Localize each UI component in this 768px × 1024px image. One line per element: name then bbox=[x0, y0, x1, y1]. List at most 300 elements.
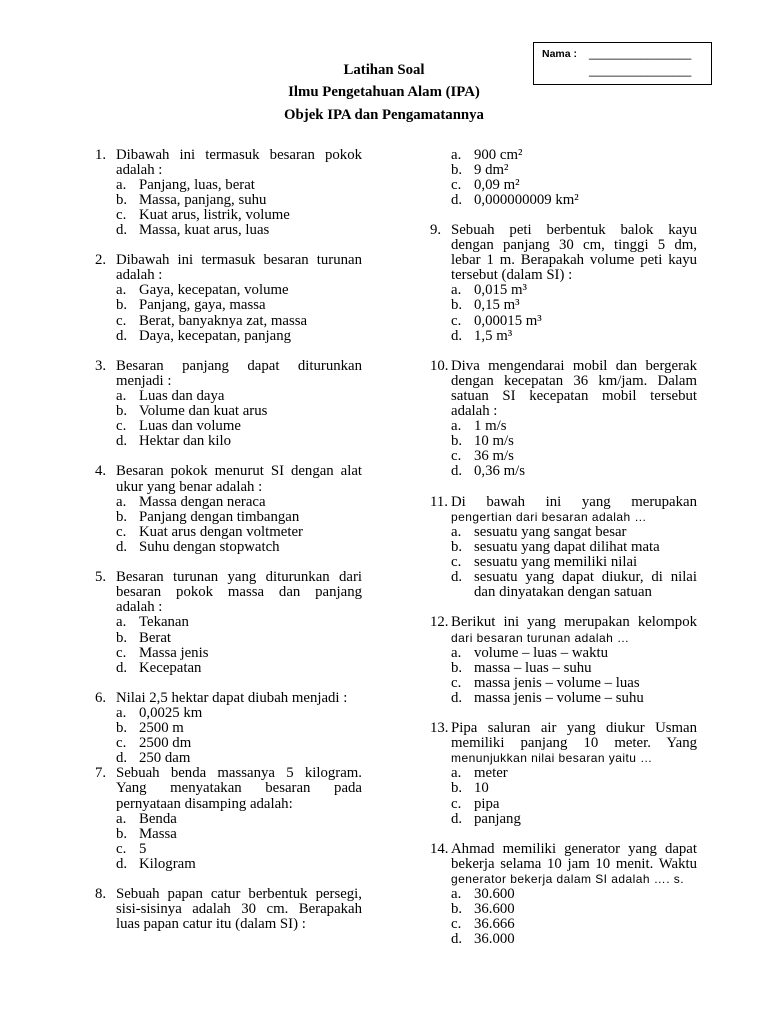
option-text-line: Tekanan bbox=[139, 614, 189, 631]
option-text-line: 0,000000009 km² bbox=[474, 191, 579, 208]
option-text-line: Kilogram bbox=[139, 855, 196, 872]
question-6 bbox=[95, 691, 362, 766]
option-text-line: sesuatu yang sangat besar bbox=[474, 523, 627, 540]
question-10 bbox=[430, 359, 697, 480]
option-text-line: 0,00015 m³ bbox=[474, 312, 542, 329]
option-letter: d. bbox=[451, 327, 463, 344]
answer-option-d bbox=[116, 434, 362, 449]
option-letter: b. bbox=[451, 901, 463, 918]
question-body bbox=[116, 359, 362, 450]
option-text bbox=[474, 887, 697, 902]
answer-option-c bbox=[451, 676, 697, 691]
answer-option-d bbox=[116, 751, 362, 766]
option-text-line: 36 m/s bbox=[474, 448, 514, 465]
question-stem-line: dari besaran turunan adalah … bbox=[451, 630, 630, 645]
question-number: 13. bbox=[430, 720, 449, 737]
option-letter: b. bbox=[451, 659, 463, 676]
option-text bbox=[474, 797, 697, 812]
option-text bbox=[139, 389, 362, 404]
option-text-line: meter bbox=[474, 765, 508, 782]
question-5 bbox=[95, 570, 362, 676]
question-stem-line: generator bekerja dalam SI adalah …. s. bbox=[451, 872, 685, 886]
option-text-line: Berat bbox=[139, 629, 172, 646]
option-text-line: Kecepatan bbox=[139, 659, 202, 676]
answer-option-a bbox=[116, 615, 362, 630]
option-text bbox=[139, 223, 362, 238]
answer-option-c bbox=[116, 646, 362, 661]
option-text-line: 900 cm² bbox=[474, 146, 523, 163]
option-text bbox=[474, 902, 697, 917]
answer-option-c bbox=[451, 797, 697, 812]
option-text-line: massa – luas – suhu bbox=[474, 659, 592, 676]
question-number: 8. bbox=[95, 886, 107, 903]
option-letter: b. bbox=[116, 508, 128, 525]
option-text bbox=[139, 842, 362, 857]
option-text bbox=[474, 766, 697, 781]
answer-option-b bbox=[116, 298, 362, 313]
option-letter: c. bbox=[116, 644, 127, 661]
option-letter: c. bbox=[451, 916, 462, 933]
question-7 bbox=[95, 766, 362, 872]
answer-option-c bbox=[451, 917, 697, 932]
option-letter: a. bbox=[451, 886, 462, 903]
option-text bbox=[139, 661, 362, 676]
answer-option-c bbox=[451, 449, 697, 464]
question-body bbox=[116, 464, 362, 555]
option-text bbox=[474, 555, 697, 570]
answer-option-b bbox=[116, 510, 362, 525]
option-text-line: Massa, kuat arus, luas bbox=[139, 221, 270, 238]
question-8 bbox=[95, 887, 362, 932]
option-letter: b. bbox=[451, 161, 463, 178]
answer-option-b bbox=[451, 902, 697, 917]
question-11 bbox=[430, 495, 697, 601]
answer-option-c bbox=[116, 842, 362, 857]
option-text bbox=[139, 208, 362, 223]
option-text-line: 250 dam bbox=[139, 750, 191, 767]
option-text bbox=[139, 827, 362, 842]
option-text-line: Benda bbox=[139, 810, 177, 827]
option-letter: b. bbox=[451, 538, 463, 555]
answer-option-b bbox=[451, 781, 697, 796]
option-text-line: 5 bbox=[139, 840, 147, 857]
answer-option-a bbox=[451, 887, 697, 902]
option-letter: c. bbox=[451, 448, 462, 465]
option-text bbox=[474, 812, 697, 827]
answer-option-a bbox=[116, 812, 362, 827]
question-1 bbox=[95, 148, 362, 239]
option-text-line: 0,015 m³ bbox=[474, 282, 527, 299]
option-text bbox=[139, 298, 362, 313]
option-text-line: 0,36 m/s bbox=[474, 463, 525, 480]
option-text bbox=[139, 540, 362, 555]
answer-option-d bbox=[116, 661, 362, 676]
answer-option-a bbox=[451, 525, 697, 540]
option-text-line: Massa, panjang, suhu bbox=[139, 191, 267, 208]
option-letter: d. bbox=[116, 750, 128, 767]
option-letter: a. bbox=[116, 614, 127, 631]
question-body bbox=[451, 721, 697, 827]
option-text bbox=[139, 706, 362, 721]
question-number: 5. bbox=[95, 569, 107, 586]
option-text-line: Gaya, kecepatan, volume bbox=[139, 282, 289, 299]
option-letter: a. bbox=[451, 523, 462, 540]
answer-option-b bbox=[116, 193, 362, 208]
option-letter: c. bbox=[451, 312, 462, 329]
option-letter: d. bbox=[451, 931, 463, 948]
answer-option-d bbox=[451, 932, 697, 947]
option-letter: b. bbox=[116, 191, 128, 208]
option-text-line: Panjang dengan timbangan bbox=[139, 508, 300, 525]
option-text bbox=[474, 691, 697, 706]
question-stem-line: sisi-sisinya adalah 30 cm. Berapakah bbox=[116, 901, 362, 918]
answer-option-a bbox=[451, 766, 697, 781]
name-blank-line: ________________ bbox=[589, 65, 692, 77]
question-number: 12. bbox=[430, 614, 449, 631]
answer-option-d bbox=[451, 329, 697, 344]
option-text bbox=[474, 932, 697, 947]
question-stem-line: satuan SI kecepatan mobil tersebut bbox=[451, 388, 697, 404]
question-stem-line: Sebuah benda massanya 5 kilogram. bbox=[116, 765, 362, 782]
answer-option-a bbox=[116, 283, 362, 298]
question-stem-line: Ahmad memiliki generator yang dapat bbox=[451, 840, 697, 857]
question-stem-line: Dibawah ini termasuk besaran turunan bbox=[116, 252, 362, 269]
option-text bbox=[139, 751, 362, 766]
option-text-line: volume – luas – waktu bbox=[474, 644, 608, 661]
question-stem-line: Diva mengendarai mobil dan bergerak bbox=[451, 357, 697, 374]
question-stem-line: besaran pokok massa dan panjang bbox=[116, 584, 362, 601]
option-text bbox=[474, 148, 697, 163]
question-stem-line: menunjukkan nilai besaran yaitu … bbox=[451, 751, 653, 766]
option-letter: d. bbox=[451, 810, 463, 827]
option-text bbox=[474, 525, 697, 540]
option-letter: a. bbox=[451, 418, 462, 435]
option-text-line: 2500 m bbox=[139, 720, 184, 737]
option-text-line: 2500 dm bbox=[139, 735, 192, 752]
answer-option-d bbox=[116, 857, 362, 872]
answer-option-d bbox=[451, 464, 697, 479]
question-body bbox=[116, 570, 362, 676]
question-stem-line: Pipa saluran air yang diukur Usman bbox=[451, 720, 697, 737]
left-question-column bbox=[95, 148, 362, 933]
answer-option-d bbox=[451, 812, 697, 827]
question-number: 11. bbox=[430, 493, 448, 510]
question-stem-line: adalah : bbox=[451, 403, 498, 420]
option-text bbox=[139, 314, 362, 329]
document-title: Latihan Soal bbox=[343, 61, 425, 78]
question-number: 9. bbox=[430, 221, 442, 238]
right-question-column bbox=[430, 148, 697, 948]
option-text bbox=[139, 283, 362, 298]
question-body bbox=[451, 615, 697, 706]
option-text-line: 0,09 m² bbox=[474, 176, 520, 193]
option-letter: d. bbox=[451, 191, 463, 208]
option-text bbox=[139, 631, 362, 646]
option-text bbox=[474, 464, 697, 479]
answer-option-c bbox=[451, 314, 697, 329]
option-text-line: 10 bbox=[474, 780, 489, 797]
answer-option-b bbox=[451, 163, 697, 178]
answer-option-c bbox=[116, 525, 362, 540]
option-letter: a. bbox=[451, 282, 462, 299]
option-text bbox=[474, 314, 697, 329]
question-stem-line: pengertian dari besaran adalah … bbox=[451, 509, 647, 524]
option-text-line: Panjang, luas, berat bbox=[139, 176, 255, 193]
answer-option-a bbox=[451, 419, 697, 434]
option-text-line: panjang bbox=[474, 810, 521, 827]
option-text-line: Massa dengan neraca bbox=[139, 493, 266, 510]
option-text bbox=[139, 329, 362, 344]
answer-option-c bbox=[451, 555, 697, 570]
question-14 bbox=[430, 842, 697, 948]
question-stem-line: adalah : bbox=[116, 267, 163, 284]
option-letter: a. bbox=[116, 176, 127, 193]
option-letter: b. bbox=[116, 825, 128, 842]
answer-option-a bbox=[116, 389, 362, 404]
answer-option-d bbox=[116, 540, 362, 555]
answer-option-a bbox=[116, 706, 362, 721]
option-letter: a. bbox=[451, 146, 462, 163]
option-text-line: Kuat arus dengan voltmeter bbox=[139, 523, 303, 540]
answer-option-c bbox=[116, 314, 362, 329]
question-body bbox=[116, 691, 362, 766]
answer-option-b bbox=[116, 631, 362, 646]
option-letter: a. bbox=[116, 282, 127, 299]
answer-option-a bbox=[451, 283, 697, 298]
option-text-line: Kuat arus, listrik, volume bbox=[139, 206, 290, 223]
answer-option-a bbox=[116, 178, 362, 193]
option-letter: d. bbox=[116, 855, 128, 872]
option-letter: c. bbox=[451, 554, 462, 571]
option-text bbox=[474, 570, 697, 600]
option-text-line: 0,15 m³ bbox=[474, 297, 520, 314]
option-letter: b. bbox=[451, 780, 463, 797]
answer-option-c bbox=[116, 736, 362, 751]
answer-option-d bbox=[451, 193, 697, 208]
option-text-line: massa jenis – volume – luas bbox=[474, 674, 640, 691]
option-text bbox=[139, 857, 362, 872]
option-text bbox=[139, 615, 362, 630]
question-stem-line: Yang menyatakan besaran pada bbox=[116, 780, 362, 797]
option-text bbox=[474, 329, 697, 344]
question-stem-line: Besaran panjang dapat diturunkan bbox=[116, 357, 362, 374]
option-text bbox=[139, 178, 362, 193]
option-letter: b. bbox=[116, 403, 128, 420]
question-9 bbox=[430, 223, 697, 344]
question-number: 7. bbox=[95, 765, 107, 782]
question-number: 14. bbox=[430, 840, 449, 857]
option-text-line: sesuatu yang dapat dilihat mata bbox=[474, 538, 660, 555]
option-letter: a. bbox=[451, 765, 462, 782]
question-body bbox=[116, 766, 362, 872]
question-number: 6. bbox=[95, 689, 107, 706]
question-body bbox=[451, 359, 697, 480]
option-text bbox=[474, 781, 697, 796]
option-letter: c. bbox=[116, 418, 127, 435]
option-text bbox=[474, 661, 697, 676]
option-text-line: 36.666 bbox=[474, 916, 515, 933]
question-stem-line: pernyataan disamping adalah: bbox=[116, 795, 293, 812]
question-stem-line: Di bawah ini yang merupakan bbox=[451, 493, 697, 510]
question-stem-line: tersebut (dalam SI) : bbox=[451, 267, 573, 284]
answer-option-c bbox=[116, 208, 362, 223]
option-text bbox=[139, 419, 362, 434]
option-letter: d. bbox=[451, 689, 463, 706]
option-letter: b. bbox=[451, 433, 463, 450]
question-12 bbox=[430, 615, 697, 706]
option-text bbox=[474, 178, 697, 193]
option-text-line: Berat, banyaknya zat, massa bbox=[139, 312, 308, 329]
option-letter: a. bbox=[116, 388, 127, 404]
option-text-line: sesuatu yang dapat diukur, di nilai bbox=[474, 569, 697, 586]
option-text-line: 36.000 bbox=[474, 931, 515, 948]
option-letter: a. bbox=[451, 644, 462, 661]
option-letter: a. bbox=[116, 810, 127, 827]
option-text bbox=[139, 510, 362, 525]
question-options-continued bbox=[430, 148, 697, 208]
question-stem-line: memiliki panjang 10 meter. Yang bbox=[451, 735, 697, 752]
option-text bbox=[474, 917, 697, 932]
question-stem-line: adalah : bbox=[116, 161, 163, 178]
option-text-line: 1,5 m³ bbox=[474, 327, 513, 344]
option-text bbox=[474, 540, 697, 555]
question-stem-line: Besaran pokok menurut SI dengan alat bbox=[116, 463, 362, 480]
question-stem-line: adalah : bbox=[116, 599, 163, 616]
option-letter: a. bbox=[116, 493, 127, 510]
option-text-line: 0,0025 km bbox=[139, 704, 203, 721]
answer-option-a bbox=[451, 148, 697, 163]
option-letter: a. bbox=[116, 704, 127, 721]
option-text-line: pipa bbox=[474, 795, 500, 812]
option-text bbox=[474, 676, 697, 691]
name-label: Nama : bbox=[542, 48, 578, 60]
question-stem-line: ukur yang benar adalah : bbox=[116, 478, 263, 495]
question-stem-line: Sebuah papan catur berbentuk persegi, bbox=[116, 886, 362, 903]
option-letter: c. bbox=[116, 840, 127, 857]
question-body bbox=[116, 148, 362, 239]
option-text bbox=[139, 404, 362, 419]
answer-option-a bbox=[116, 495, 362, 510]
answer-option-b bbox=[116, 404, 362, 419]
option-text bbox=[474, 646, 697, 661]
answer-option-a bbox=[451, 646, 697, 661]
option-text-line: sesuatu yang memiliki nilai bbox=[474, 554, 638, 571]
question-body bbox=[451, 148, 697, 208]
option-text bbox=[139, 193, 362, 208]
question-number: 1. bbox=[95, 146, 107, 163]
option-letter: d. bbox=[451, 569, 463, 586]
option-letter: c. bbox=[451, 674, 462, 691]
answer-option-d bbox=[116, 329, 362, 344]
question-body bbox=[116, 887, 362, 932]
option-letter: b. bbox=[116, 297, 128, 314]
answer-option-d bbox=[451, 691, 697, 706]
question-stem-line: dengan kecepatan 36 km/jam. Dalam bbox=[451, 372, 697, 389]
question-stem-line: Nilai 2,5 hektar dapat diubah menjadi : bbox=[116, 689, 348, 706]
option-text bbox=[474, 298, 697, 313]
answer-option-b bbox=[451, 540, 697, 555]
question-body bbox=[451, 223, 697, 344]
option-letter: d. bbox=[451, 463, 463, 480]
question-3 bbox=[95, 359, 362, 450]
option-text bbox=[139, 646, 362, 661]
question-body bbox=[451, 495, 697, 601]
option-text-line: Massa bbox=[139, 825, 177, 842]
answer-option-b bbox=[451, 434, 697, 449]
option-text bbox=[474, 434, 697, 449]
option-text-line: Volume dan kuat arus bbox=[139, 403, 268, 420]
document-header bbox=[0, 59, 768, 127]
option-text-line: Panjang, gaya, massa bbox=[139, 297, 266, 314]
option-text bbox=[474, 163, 697, 178]
question-stem-line: Dibawah ini termasuk besaran pokok bbox=[116, 146, 362, 163]
question-stem-line: bekerja selama 10 jam 10 menit. Waktu bbox=[451, 855, 697, 872]
option-text bbox=[139, 525, 362, 540]
option-letter: b. bbox=[116, 720, 128, 737]
option-text-line: 1 m/s bbox=[474, 418, 507, 435]
option-letter: c. bbox=[451, 795, 462, 812]
question-number: 10. bbox=[430, 357, 449, 374]
option-letter: c. bbox=[116, 523, 127, 540]
option-letter: b. bbox=[451, 297, 463, 314]
option-letter: d. bbox=[116, 538, 128, 555]
option-text bbox=[139, 812, 362, 827]
option-text-line: 30.600 bbox=[474, 886, 515, 903]
question-stem-line: luas papan catur itu (dalam SI) : bbox=[116, 916, 306, 933]
answer-option-c bbox=[116, 419, 362, 434]
option-text-line: Hektar dan kilo bbox=[139, 433, 232, 450]
answer-option-b bbox=[451, 661, 697, 676]
option-text bbox=[139, 434, 362, 449]
option-text-line: Luas dan volume bbox=[139, 418, 241, 435]
name-blank-line: ________________ bbox=[589, 48, 692, 60]
option-letter: b. bbox=[116, 629, 128, 646]
question-stem-line: Besaran turunan yang diturunkan dari bbox=[116, 569, 362, 586]
answer-option-b bbox=[116, 827, 362, 842]
question-number: 4. bbox=[95, 463, 107, 480]
question-stem-line: Berikut ini yang merupakan kelompok bbox=[451, 614, 697, 631]
answer-option-d bbox=[116, 223, 362, 238]
option-text-line: massa jenis – volume – suhu bbox=[474, 689, 644, 706]
option-text-line: Daya, kecepatan, panjang bbox=[139, 327, 292, 344]
option-letter: c. bbox=[116, 206, 127, 223]
question-number: 2. bbox=[95, 252, 107, 269]
question-stem-line: Sebuah peti berbentuk balok kayu bbox=[451, 221, 697, 238]
option-text-line: Luas dan daya bbox=[139, 388, 225, 404]
question-13 bbox=[430, 721, 697, 827]
question-number: 3. bbox=[95, 357, 107, 374]
answer-option-b bbox=[116, 721, 362, 736]
question-stem-line: dengan panjang 30 cm, tinggi 5 dm, bbox=[451, 237, 697, 254]
question-body bbox=[116, 253, 362, 344]
document-subject: Ilmu Pengetahuan Alam (IPA) bbox=[288, 84, 480, 101]
option-text bbox=[474, 419, 697, 434]
option-text-line: Massa jenis bbox=[139, 644, 209, 661]
question-2 bbox=[95, 253, 362, 344]
option-letter: c. bbox=[451, 176, 462, 193]
option-letter: c. bbox=[116, 312, 127, 329]
option-letter: d. bbox=[116, 327, 128, 344]
option-text bbox=[474, 193, 697, 208]
option-letter: d. bbox=[116, 433, 128, 450]
option-text-line: 36.600 bbox=[474, 901, 515, 918]
option-letter: d. bbox=[116, 659, 128, 676]
document-topic: Objek IPA dan Pengamatannya bbox=[284, 106, 484, 123]
question-stem-line: lebar 1 m. Berapakah volume peti kayu bbox=[451, 252, 697, 269]
question-4 bbox=[95, 464, 362, 555]
question-stem-line: menjadi : bbox=[116, 372, 172, 389]
option-text bbox=[139, 736, 362, 751]
